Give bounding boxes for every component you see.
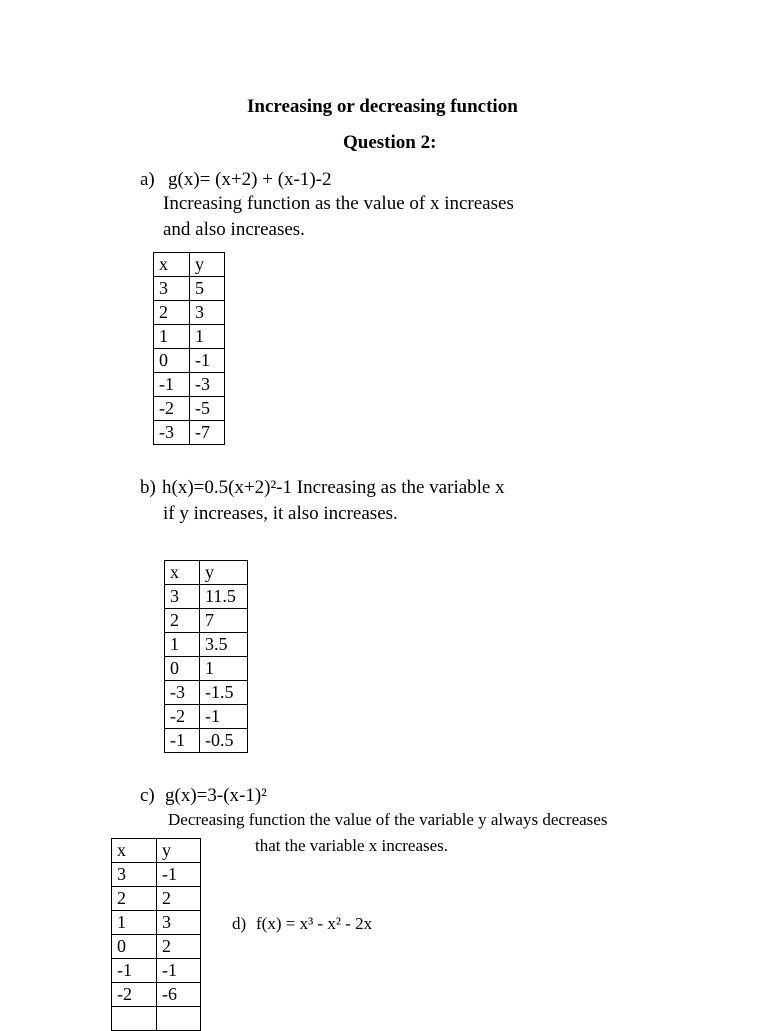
part-b-value-table — [164, 560, 248, 753]
cell-x: -2 — [154, 397, 190, 421]
document-title: Increasing or decreasing function — [247, 96, 518, 117]
part-a-description-line2: and also increases. — [163, 219, 305, 240]
part-b-description-line2: if y increases, it also increases. — [163, 503, 398, 524]
cell-x: 2 — [165, 609, 200, 633]
table-header-row — [165, 561, 248, 585]
column-header-x: x — [112, 839, 157, 863]
table-row — [112, 887, 201, 911]
cell-y: 7 — [200, 609, 248, 633]
cell-y: 3 — [190, 301, 225, 325]
cell-x: -1 — [165, 729, 200, 753]
cell-y: -1 — [157, 863, 201, 887]
cell-x: 1 — [165, 633, 200, 657]
cell-y: -6 — [157, 983, 201, 1007]
table-row — [165, 705, 248, 729]
cell-y — [157, 1007, 201, 1031]
part-a-description-line1: Increasing function as the value of x increases — [163, 193, 514, 214]
cell-y: -1 — [200, 705, 248, 729]
table-row — [165, 657, 248, 681]
cell-y: 5 — [190, 277, 225, 301]
cell-x: -2 — [165, 705, 200, 729]
cell-x: 2 — [112, 887, 157, 911]
cell-y: -5 — [190, 397, 225, 421]
part-a-value-table — [153, 252, 225, 445]
cell-y: 3.5 — [200, 633, 248, 657]
cell-y: -7 — [190, 421, 225, 445]
table-row — [154, 277, 225, 301]
table-row — [154, 373, 225, 397]
cell-x: 0 — [154, 349, 190, 373]
table-row — [112, 911, 201, 935]
cell-y: -1 — [190, 349, 225, 373]
table-header-row — [154, 253, 225, 277]
cell-x: -1 — [154, 373, 190, 397]
column-header-y: y — [157, 839, 201, 863]
cell-x: 0 — [165, 657, 200, 681]
part-c-description-line2: that the variable x increases. — [255, 836, 449, 855]
cell-x: 3 — [154, 277, 190, 301]
table-row — [165, 609, 248, 633]
part-b-label: b) — [140, 477, 156, 498]
part-d-label: d) — [232, 914, 247, 933]
cell-x: 0 — [112, 935, 157, 959]
cell-x: -3 — [154, 421, 190, 445]
column-header-x: x — [165, 561, 200, 585]
table-row — [154, 325, 225, 349]
cell-y: -3 — [190, 373, 225, 397]
cell-y: -1.5 — [200, 681, 248, 705]
table-row — [165, 633, 248, 657]
table-row — [112, 983, 201, 1007]
cell-x: -3 — [165, 681, 200, 705]
cell-x: 3 — [112, 863, 157, 887]
part-c-label: c) — [140, 785, 155, 806]
table-row — [165, 681, 248, 705]
table-row — [154, 301, 225, 325]
cell-x: -2 — [112, 983, 157, 1007]
part-c-formula: g(x)=3-(x-1)² — [165, 785, 267, 806]
table-row — [154, 397, 225, 421]
cell-y: 2 — [157, 887, 201, 911]
cell-y: 1 — [190, 325, 225, 349]
cell-x: -1 — [112, 959, 157, 983]
table-row — [112, 935, 201, 959]
cell-x: 3 — [165, 585, 200, 609]
cell-x: 2 — [154, 301, 190, 325]
cell-y: 2 — [157, 935, 201, 959]
table-row — [165, 585, 248, 609]
column-header-x: x — [154, 253, 190, 277]
part-c-description-line1: Decreasing function the value of the variable y always decreases — [168, 810, 608, 829]
part-a-formula: g(x)= (x+2) + (x-1)-2 — [168, 169, 332, 190]
table-header-row — [112, 839, 201, 863]
table-row — [154, 421, 225, 445]
table-row — [112, 1007, 201, 1031]
column-header-y: y — [190, 253, 225, 277]
column-header-y: y — [200, 561, 248, 585]
cell-y: -0.5 — [200, 729, 248, 753]
part-a-label: a) — [140, 169, 155, 190]
cell-x — [112, 1007, 157, 1031]
cell-x: 1 — [112, 911, 157, 935]
cell-y: 11.5 — [200, 585, 248, 609]
cell-x: 1 — [154, 325, 190, 349]
part-c-value-table — [111, 838, 201, 1031]
table-row — [112, 959, 201, 983]
cell-y: 1 — [200, 657, 248, 681]
part-d-formula: f(x) = x³ - x² - 2x — [256, 914, 373, 933]
question-heading: Question 2: — [343, 132, 437, 153]
table-row — [154, 349, 225, 373]
cell-y: -1 — [157, 959, 201, 983]
part-b-formula: h(x)=0.5(x+2)²-1 Increasing as the variable x — [162, 477, 505, 498]
table-row — [165, 729, 248, 753]
table-row — [112, 863, 201, 887]
cell-y: 3 — [157, 911, 201, 935]
